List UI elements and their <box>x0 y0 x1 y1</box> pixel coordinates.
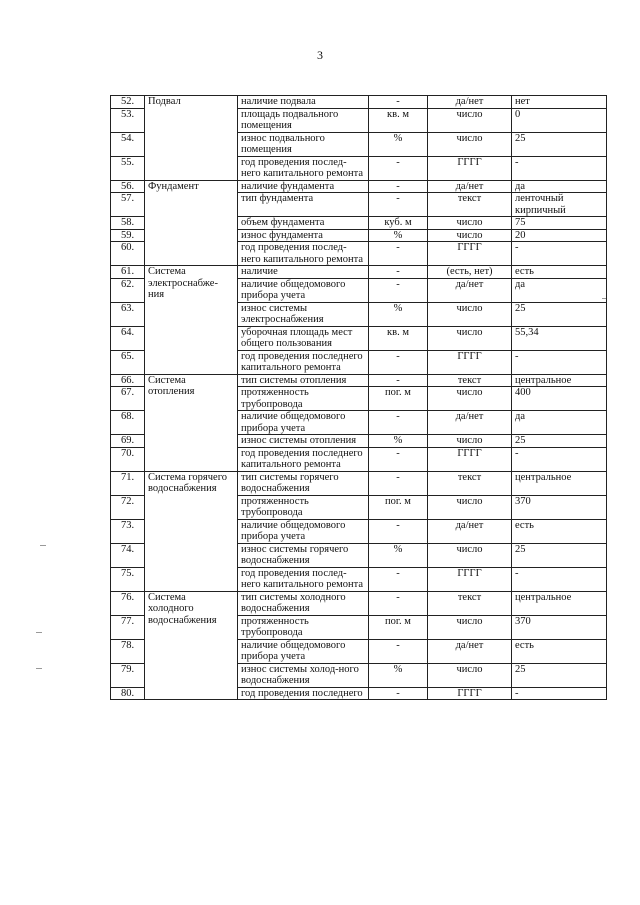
value-type: да/нет <box>428 278 512 302</box>
scan-mark <box>36 632 42 633</box>
table-row <box>111 471 607 495</box>
value-type: да/нет <box>428 519 512 543</box>
parameter-name: площадь подвального помещения <box>238 108 369 132</box>
parameter-value: 400 <box>512 387 607 411</box>
scan-mark <box>602 298 606 299</box>
parameter-name: наличие подвала <box>238 96 369 109</box>
unit-of-measure: % <box>369 663 428 687</box>
row-number: 56. <box>111 180 145 193</box>
row-number: 60. <box>111 242 145 266</box>
value-type: число <box>428 217 512 230</box>
parameter-value: - <box>512 447 607 471</box>
value-type: текст <box>428 591 512 615</box>
value-type: да/нет <box>428 411 512 435</box>
parameter-name: наличие общедомового прибора учета <box>238 278 369 302</box>
value-type: ГГГГ <box>428 687 512 700</box>
row-number: 62. <box>111 278 145 302</box>
value-type: да/нет <box>428 96 512 109</box>
parameter-name: тип системы горячего водоснабжения <box>238 471 369 495</box>
value-type: число <box>428 543 512 567</box>
parameter-name: протяженность трубопровода <box>238 387 369 411</box>
unit-of-measure: - <box>369 156 428 180</box>
parameter-name: износ подвального помещения <box>238 132 369 156</box>
row-number: 69. <box>111 435 145 448</box>
value-type: число <box>428 663 512 687</box>
row-number: 77. <box>111 615 145 639</box>
parameter-value: центральное <box>512 591 607 615</box>
parameter-value: 25 <box>512 543 607 567</box>
parameter-value: да <box>512 411 607 435</box>
value-type: число <box>428 435 512 448</box>
parameter-value: - <box>512 567 607 591</box>
row-number: 58. <box>111 217 145 230</box>
parameter-name: протяженность трубопровода <box>238 615 369 639</box>
parameter-name: наличие фундамента <box>238 180 369 193</box>
value-type: ГГГГ <box>428 350 512 374</box>
row-number: 55. <box>111 156 145 180</box>
group-label: Система электроснабже-ния <box>145 266 238 375</box>
scan-mark <box>36 668 42 669</box>
row-number: 65. <box>111 350 145 374</box>
row-number: 70. <box>111 447 145 471</box>
parameter-name: износ системы электроснабжения <box>238 302 369 326</box>
unit-of-measure: % <box>369 543 428 567</box>
parameter-value: центральное <box>512 374 607 387</box>
parameter-value: 370 <box>512 495 607 519</box>
unit-of-measure: - <box>369 639 428 663</box>
parameter-value: 0 <box>512 108 607 132</box>
row-number: 76. <box>111 591 145 615</box>
value-type: число <box>428 615 512 639</box>
row-number: 80. <box>111 687 145 700</box>
value-type: ГГГГ <box>428 242 512 266</box>
value-type: (есть, нет) <box>428 266 512 279</box>
group-label: Подвал <box>145 96 238 181</box>
unit-of-measure: - <box>369 687 428 700</box>
parameter-value: 20 <box>512 229 607 242</box>
parameter-name: наличие общедомового прибора учета <box>238 639 369 663</box>
group-label: Система отопления <box>145 374 238 471</box>
parameter-value: да <box>512 278 607 302</box>
value-type: текст <box>428 193 512 217</box>
parameter-name: тип системы холодного водоснабжения <box>238 591 369 615</box>
parameter-value: - <box>512 687 607 700</box>
parameter-name: наличие <box>238 266 369 279</box>
row-number: 74. <box>111 543 145 567</box>
value-type: число <box>428 387 512 411</box>
table-row <box>111 266 607 279</box>
row-number: 66. <box>111 374 145 387</box>
parameter-value: 370 <box>512 615 607 639</box>
parameter-name: наличие общедомового прибора учета <box>238 411 369 435</box>
parameter-name: год проведения послед-него капитального ремонта <box>238 156 369 180</box>
parameter-value: - <box>512 156 607 180</box>
row-number: 61. <box>111 266 145 279</box>
parameter-name: протяженность трубопровода <box>238 495 369 519</box>
unit-of-measure: - <box>369 180 428 193</box>
value-type: ГГГГ <box>428 156 512 180</box>
parameter-value: - <box>512 350 607 374</box>
unit-of-measure: - <box>369 567 428 591</box>
parameter-value: 75 <box>512 217 607 230</box>
unit-of-measure: - <box>369 350 428 374</box>
value-type: число <box>428 302 512 326</box>
parameter-value: да <box>512 180 607 193</box>
parameter-value: есть <box>512 266 607 279</box>
value-type: да/нет <box>428 180 512 193</box>
unit-of-measure: - <box>369 591 428 615</box>
parameter-name: износ системы отопления <box>238 435 369 448</box>
row-number: 64. <box>111 326 145 350</box>
row-number: 68. <box>111 411 145 435</box>
parameter-value: нет <box>512 96 607 109</box>
unit-of-measure: кв. м <box>369 326 428 350</box>
parameter-name: тип фундамента <box>238 193 369 217</box>
parameter-value: 25 <box>512 435 607 448</box>
parameter-name: год проведения послед-него капитального ремонта <box>238 567 369 591</box>
unit-of-measure: % <box>369 132 428 156</box>
parameter-name: год проведения последнего капитального ремонта <box>238 447 369 471</box>
parameter-value: 25 <box>512 663 607 687</box>
parameter-name: год проведения послед-него капитального ремонта <box>238 242 369 266</box>
parameter-value: 25 <box>512 302 607 326</box>
row-number: 72. <box>111 495 145 519</box>
value-type: число <box>428 132 512 156</box>
unit-of-measure: - <box>369 447 428 471</box>
unit-of-measure: % <box>369 229 428 242</box>
parameter-name: износ системы холод-ного водоснабжения <box>238 663 369 687</box>
parameter-name: объем фундамента <box>238 217 369 230</box>
unit-of-measure: - <box>369 519 428 543</box>
unit-of-measure: - <box>369 266 428 279</box>
group-label: Система холодного водоснабжения <box>145 591 238 700</box>
value-type: число <box>428 326 512 350</box>
row-number: 54. <box>111 132 145 156</box>
unit-of-measure: % <box>369 435 428 448</box>
row-number: 73. <box>111 519 145 543</box>
row-number: 78. <box>111 639 145 663</box>
parameter-value: ленточный кирпичный <box>512 193 607 217</box>
unit-of-measure: - <box>369 471 428 495</box>
parameter-name: износ фундамента <box>238 229 369 242</box>
parameter-name: наличие общедомового прибора учета <box>238 519 369 543</box>
unit-of-measure: пог. м <box>369 615 428 639</box>
parameter-name: уборочная площадь мест общего пользования <box>238 326 369 350</box>
unit-of-measure: - <box>369 278 428 302</box>
unit-of-measure: - <box>369 193 428 217</box>
unit-of-measure: - <box>369 411 428 435</box>
value-type: число <box>428 108 512 132</box>
row-number: 67. <box>111 387 145 411</box>
value-type: ГГГГ <box>428 567 512 591</box>
table-row <box>111 180 607 193</box>
scan-mark <box>40 545 46 546</box>
unit-of-measure: пог. м <box>369 495 428 519</box>
parameter-name: износ системы горячего водоснабжения <box>238 543 369 567</box>
row-number: 53. <box>111 108 145 132</box>
unit-of-measure: % <box>369 302 428 326</box>
value-type: ГГГГ <box>428 447 512 471</box>
building-parameters-table <box>110 95 607 700</box>
unit-of-measure: пог. м <box>369 387 428 411</box>
parameter-name: год проведения последнего <box>238 687 369 700</box>
table-row <box>111 374 607 387</box>
row-number: 79. <box>111 663 145 687</box>
page-number: 3 <box>317 48 323 62</box>
unit-of-measure: куб. м <box>369 217 428 230</box>
row-number: 75. <box>111 567 145 591</box>
table-body <box>111 96 607 700</box>
parameter-value: - <box>512 242 607 266</box>
value-type: текст <box>428 374 512 387</box>
unit-of-measure: кв. м <box>369 108 428 132</box>
value-type: число <box>428 229 512 242</box>
row-number: 59. <box>111 229 145 242</box>
value-type: да/нет <box>428 639 512 663</box>
parameter-name: тип системы отопления <box>238 374 369 387</box>
row-number: 71. <box>111 471 145 495</box>
parameter-value: 55,34 <box>512 326 607 350</box>
value-type: число <box>428 495 512 519</box>
unit-of-measure: - <box>369 242 428 266</box>
parameter-value: центральное <box>512 471 607 495</box>
parameter-value: есть <box>512 639 607 663</box>
parameter-value: есть <box>512 519 607 543</box>
unit-of-measure: - <box>369 96 428 109</box>
row-number: 57. <box>111 193 145 217</box>
group-label: Фундамент <box>145 180 238 266</box>
table-row <box>111 591 607 615</box>
row-number: 52. <box>111 96 145 109</box>
row-number: 63. <box>111 302 145 326</box>
unit-of-measure: - <box>369 374 428 387</box>
group-label: Система горячего водоснабжения <box>145 471 238 591</box>
parameter-name: год проведения последнего капитального ремонта <box>238 350 369 374</box>
table-row <box>111 96 607 109</box>
parameter-value: 25 <box>512 132 607 156</box>
value-type: текст <box>428 471 512 495</box>
